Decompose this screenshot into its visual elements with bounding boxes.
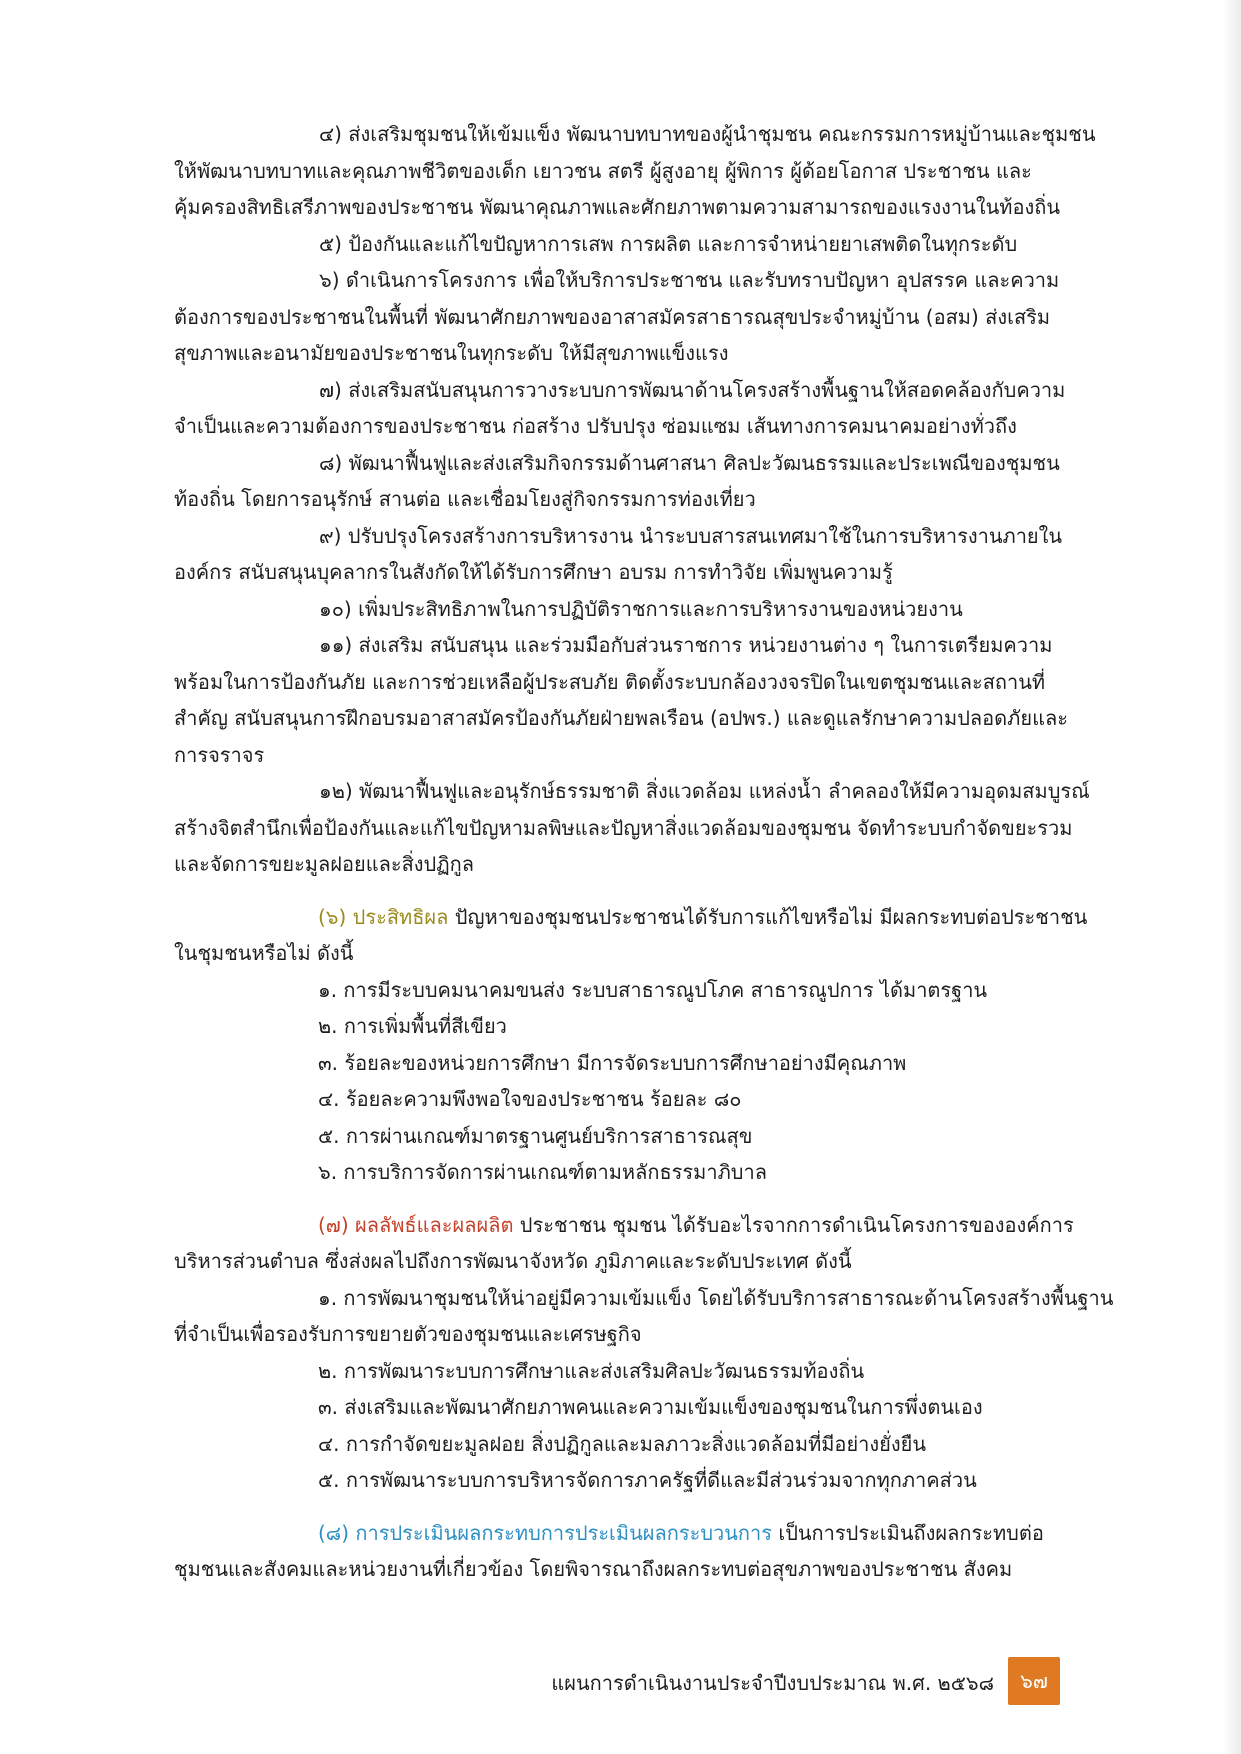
paragraph-line: สำคัญ สนับสนุนการฝึกอบรมอาสาสมัครป้องกันภัยฝ่ายพลเรือน (อปพร.) และดูแลรักษาความปลอดภัยและ [174,706,1068,730]
objectives-list [174,116,1114,883]
paragraph-line: คุ้มครองสิทธิเสรีภาพของประชาชน พัฒนาคุณภาพและศักยภาพตามความสามารถของแรงงานในท้องถิ่น [174,195,1060,219]
paragraph-line: องค์กร สนับสนุนบุคลากรในสังกัดให้ได้รับการศึกษา อบรม การทำวิจัย เพิ่มพูนความรู้ [174,560,893,584]
list-item: ๓. ร้อยละของหน่วยการศึกษา มีการจัดระบบการศึกษาอย่างมีคุณภาพ [318,1050,907,1075]
list-item: ๖. การบริการจัดการผ่านเกณฑ์ตามหลักธรรมาภิบาล [318,1160,767,1184]
list-item: ๕. การผ่านเกณฑ์มาตรฐานศูนย์บริการสาธารณสุข [318,1123,753,1148]
list-item: ๒. การเพิ่มพื้นที่สีเขียว [318,1014,507,1038]
section-intro-text: ปัญหาของชุมชนประชาชนได้รับการแก้ไขหรือไม่ มีผลกระทบต่อประชาชน [448,904,1088,929]
page-edge-shadow [1223,0,1241,1754]
section-heading: (๘) การประเมินผลกระทบการประเมินผลกระบวนการ [318,1520,772,1545]
list-item: ๑. การพัฒนาชุมชนให้น่าอยู่มีความเข้มแข็ง โดยได้รับบริการสาธารณะด้านโครงสร้างพื้นฐาน [318,1285,1114,1310]
paragraph-line: ให้พัฒนาบทบาทและคุณภาพชีวิตของเด็ก เยาวชน สตรี ผู้สูงอายุ ผู้พิการ ผู้ด้อยโอกาส ประชาชน และ [174,158,1032,183]
paragraph-line: ๑๒) พัฒนาฟื้นฟูและอนุรักษ์ธรรมชาติ สิ่งแวดล้อม แหล่งน้ำ ลำคลองให้มีความอุดมสมบูรณ์ [319,779,1090,803]
section-effectiveness [174,899,1114,1191]
list-item: ๕. การพัฒนาระบบการบริหารจัดการภาครัฐที่ดีและมีส่วนร่วมจากทุกภาคส่วน [318,1468,977,1492]
paragraph-line: ๑๐) เพิ่มประสิทธิภาพในการปฏิบัติราชการและการบริหารงานของหน่วยงาน [319,596,963,621]
paragraph-line: สุขภาพและอนามัยของประชาชนในทุกระดับ ให้มีสุขภาพแข็งแรง [174,341,729,365]
section-intro-line2: บริหารส่วนตำบล ซึ่งส่งผลไปถึงการพัฒนาจังหวัด ภูมิภาคและระดับประเทศ ดังนี้ [174,1249,852,1273]
section-intro [174,1515,1114,1552]
list-item: ๑. การมีระบบคมนาคมขนส่ง ระบบสาธารณูปโภค สาธารณูปการ ได้มาตรฐาน [318,977,988,1002]
list-item: ๓. ส่งเสริมและพัฒนาศักยภาพคนและความเข้มแข็งของชุมชนในการพึ่งตนเอง [318,1395,983,1419]
section-intro [174,1207,1114,1244]
section-intro-line2: ชุมชนและสังคมและหน่วยงานที่เกี่ยวข้อง โดยพิจารณาถึงผลกระทบต่อสุขภาพของประชาชน สังคม [174,1557,1013,1581]
paragraph-line: พร้อมในการป้องกันภัย และการช่วยเหลือผู้ประสบภัย ติดตั้งระบบกล้องวงจรปิดในเขตชุมชนและสถานที่ [174,669,1046,694]
paragraph-line: จำเป็นและความต้องการของประชาชน ก่อสร้าง ปรับปรุง ซ่อมแซม เส้นทางการคมนาคมอย่างทั่วถึง [174,414,1017,438]
paragraph-line: ท้องถิ่น โดยการอนุรักษ์ สานต่อ และเชื่อมโยงสู่กิจกรรมการท่องเที่ยว [174,487,756,511]
paragraph-line: ๔) ส่งเสริมชุมชนให้เข้มแข็ง พัฒนาบทบาทของผู้นำชุมชน คณะกรรมการหมู่บ้านและชุมชน [319,122,1096,146]
paragraph-line: ต้องการของประชาชนในพื้นที่ พัฒนาศักยภาพของอาสาสมัครสาธารณสุขประจำหมู่บ้าน (อสม) ส่งเสริม [174,304,1051,329]
paragraph-line: ๘) พัฒนาฟื้นฟูและส่งเสริมกิจกรรมด้านศาสนา ศิลปะวัฒนธรรมและประเพณีของชุมชน [319,450,1060,475]
list-item-continuation: ที่จำเป็นเพื่อรองรับการขยายตัวของชุมชนและเศรษฐกิจ [174,1322,642,1346]
paragraph-line: ๕) ป้องกันและแก้ไขปัญหาการเสพ การผลิต และการจำหน่ายยาเสพติดในทุกระดับ [319,231,1018,256]
paragraph-line: ๖) ดำเนินการโครงการ เพื่อให้บริการประชาชน และรับทราบปัญหา อุปสรรค และความ [319,268,1060,292]
list-item: ๒. การพัฒนาระบบการศึกษาและส่งเสริมศิลปะวัฒนธรรมท้องถิ่น [318,1358,865,1383]
footer-title: แผนการดำเนินงานประจำปีงบประมาณ พ.ศ. ๒๕๖๘ [551,1671,994,1695]
section-impact-evaluation [174,1515,1114,1588]
section-outcomes [174,1207,1114,1499]
paragraph-line: การจราจร [174,742,265,767]
paragraph-line: ๗) ส่งเสริมสนับสนุนการวางระบบการพัฒนาด้านโครงสร้างพื้นฐานให้สอดคล้องกับความ [319,377,1066,402]
section-intro [174,899,1114,936]
page-number-badge: ๖๗ [1008,1657,1060,1705]
list-item: ๔. การกำจัดขยะมูลฝอย สิ่งปฏิกูลและมลภาวะสิ่งแวดล้อมที่มีอย่างยั่งยืน [318,1431,927,1456]
document-body [174,116,1114,1588]
paragraph-line: สร้างจิตสำนึกเพื่อป้องกันและแก้ไขปัญหามลพิษและปัญหาสิ่งแวดล้อมของชุมชน จัดทำระบบกำจัดขยะรวม [174,815,1073,840]
section-intro-text: เป็นการประเมินถึงผลกระทบต่อ [772,1520,1044,1545]
section-intro-line2: ในชุมชนหรือไม่ ดังนี้ [174,941,354,965]
page-footer [551,1657,1060,1705]
section-heading: (๗) ผลลัพธ์และผลผลิต [318,1212,514,1237]
list-item: ๔. ร้อยละความพึงพอใจของประชาชน ร้อยละ ๘๐ [318,1087,742,1111]
paragraph-line: และจัดการขยะมูลฝอยและสิ่งปฏิกูล [174,852,475,876]
section-heading: (๖) ประสิทธิผล [318,904,449,929]
paragraph-line: ๑๑) ส่งเสริม สนับสนุน และร่วมมือกับส่วนราชการ หน่วยงานต่าง ๆ ในการเตรียมความ [319,633,1053,657]
section-intro-text: ประชาชน ชุมชน ได้รับอะไรจากการดำเนินโครงการขององค์การ [513,1212,1074,1237]
paragraph-line: ๙) ปรับปรุงโครงสร้างการบริหารงาน นำระบบสารสนเทศมาใช้ในการบริหารงานภายใน [319,523,1063,548]
